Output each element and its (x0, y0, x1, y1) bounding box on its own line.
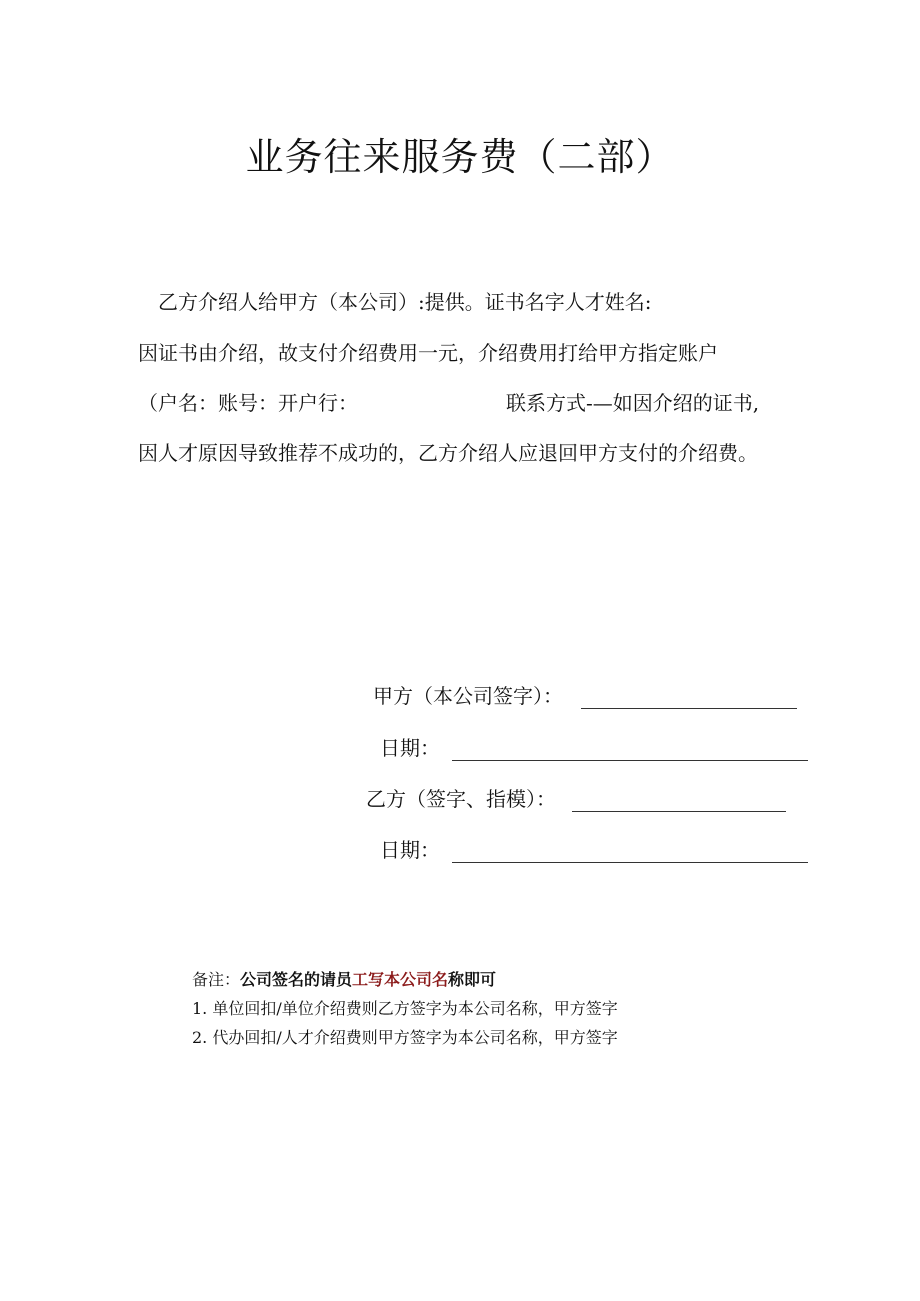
date-b-label: 日期： (380, 838, 440, 862)
remark-prefix: 备注： (192, 970, 241, 989)
date-b-line[interactable] (452, 842, 808, 863)
paragraph-line-3-right: 联系方式-—如因介绍的证书, (506, 391, 760, 415)
party-a-label: 甲方（本公司签字）： (373, 684, 563, 708)
party-a-signature-line[interactable] (581, 688, 797, 709)
date-b-row (380, 834, 808, 863)
paragraph-line-3 (138, 387, 759, 416)
party-b-label: 乙方（签字、指模）： (366, 787, 556, 811)
date-a-label: 日期： (380, 736, 440, 760)
party-b-signature-line[interactable] (572, 791, 786, 812)
remark-item-2: 2. 代办回扣/人才介绍费则甲方签字为本公司名称，甲方签字 (192, 1028, 618, 1047)
party-a-signature-row (373, 680, 797, 709)
paragraph-line-2: 因证书由介绍，故支付介绍费用一元，介绍费用打给甲方指定账户 (138, 341, 718, 365)
date-a-row (380, 732, 808, 761)
date-a-line[interactable] (452, 740, 808, 761)
party-b-signature-row (366, 783, 786, 812)
paragraph-line-3-left: （户名：账号：开户行： (138, 391, 358, 415)
remark-bold-text: 公司签名的请员 (240, 970, 353, 989)
paragraph-line-1: 乙方介绍人给甲方（本公司）:提供。证书名字人才姓名: (158, 290, 652, 314)
remark-bold-tail: 称即可 (448, 970, 497, 989)
document-title: 业务往来服务费（二部） (245, 135, 675, 179)
remark-highlight-text: 工写本公司名 (352, 970, 449, 989)
remark-item-1: 1. 单位回扣/单位介绍费则乙方签字为本公司名称，甲方签字 (192, 999, 618, 1018)
paragraph-line-4: 因人才原因导致推荐不成功的，乙方介绍人应退回甲方支付的介绍费。 (138, 441, 758, 465)
remark-line (192, 967, 496, 990)
